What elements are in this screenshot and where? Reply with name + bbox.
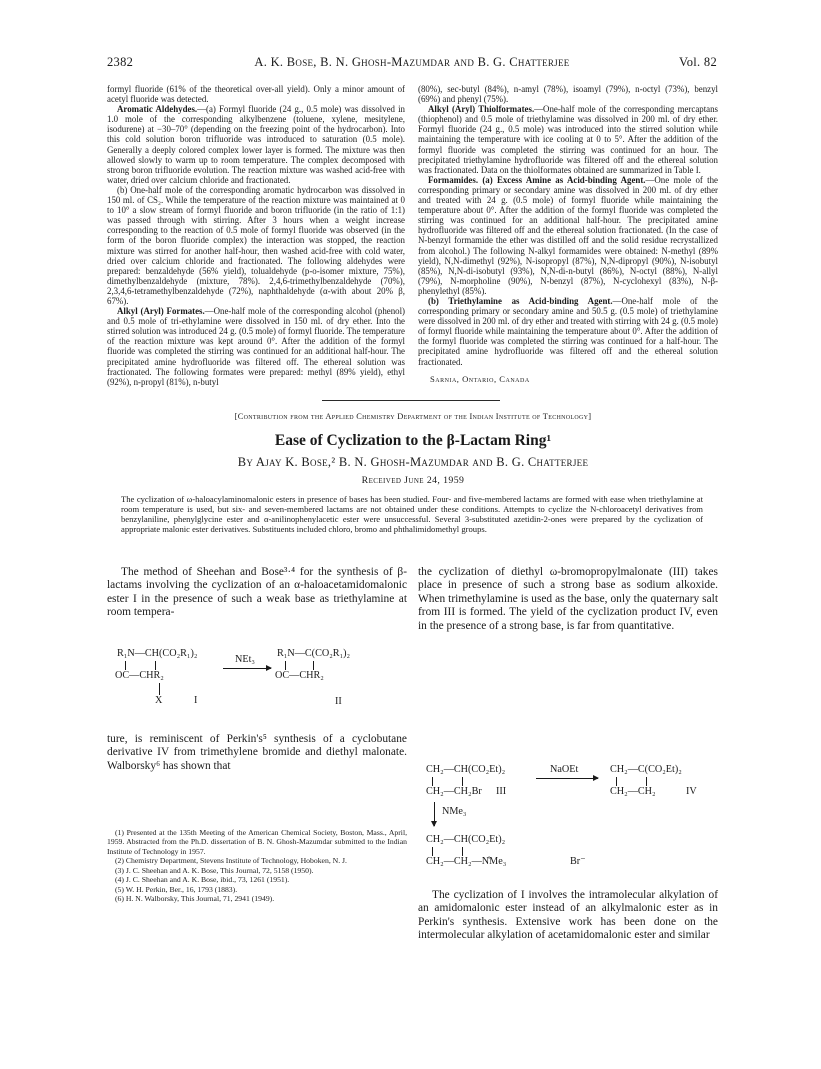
reaction-scheme-2 [418, 764, 718, 884]
reaction-arrow [223, 668, 271, 669]
paragraph-text: —One-half mole of the corresponding mercaptans (thiophenol) and 0.5 mole of triethylamine was dissolved in 200 ml. of dry ether. Formyl fluoride (24 g., 0.5 mole) was introduced into the stirred solution while maintaining the temperature with ice cooling at 0 to 5°. After the addition of the formyl fluoride was completed the stirring was continued for an hour. The precipitated triethylamine hydrofluoride was filtered off and the ethereal solution was fractionated. Data on the thiolformates obtained are summarized in Table I. [418, 104, 718, 175]
formula-line: R₁N—C(CO₂R₁)₂ [277, 648, 351, 659]
footnote: (6) H. N. Walborsky, This Journal, 71, 2941 (1949). [115, 894, 275, 904]
article-authors: By Ajay K. Bose,² B. N. Ghosh-Mazumdar and B. G. Chatterjee [237, 455, 589, 469]
bond-line [432, 777, 433, 786]
formula-line: OC—CHR₂ [115, 670, 164, 681]
prev-article-column-2 [418, 84, 718, 367]
paragraph [107, 306, 405, 387]
footnote: (1) Presented at the 135th Meeting of the American Chemical Society, Boston, Mass., April, 1959. Abstracted from the Ph.D. dissertation of B. N. Ghosh-Mazumdar submitted to the Indian Institute of Technology in 1957. [107, 828, 407, 856]
bond-line [432, 847, 433, 856]
body-paragraph [418, 889, 718, 943]
reagent-label: NaOEt [550, 764, 579, 775]
section-heading: (b) Triethylamine as Acid-binding Agent. [428, 295, 613, 306]
formula-line: CH₂—CH₂—N̊Me₃ [426, 856, 507, 867]
body-paragraph [107, 733, 407, 773]
formula-line: CH₂—CH₂ [610, 786, 656, 797]
article-title: Ease of Cyclization to the β-Lactam Ring¹ [274, 432, 552, 449]
received-date: Received June 24, 1959 [361, 475, 465, 486]
paragraph [418, 296, 718, 367]
compound-label: I [194, 695, 198, 706]
paragraph-text: —One-half mole of the corresponding primary or secondary amine and 50.5 g. (0.5 mole) of triethylamine were dissolved in 200 ml. of dry ether and treated with stirring with 24 g. (0.5 mole) of formyl fluoride while maintaining the temperature about 0°. After the addition of the formyl fluoride was completed the stirring was continued for a half-hour. The precipitated amine hydrofluoride was filtered off and the ethereal solution fractionated. [418, 295, 718, 367]
paragraph-text: the cyclization of diethyl ω-bromopropylmalonate (III) takes place in presence of such a strong base as sodium alkoxide. When trimethylamine is used as the base, only the quaternary salt from III is formed. The yield of the cyclization product IV, even in the presence of a strong base, is far from quantitative. [418, 566, 718, 632]
section-heading: Alkyl (Aryl) Thiolformates. [428, 104, 535, 115]
paragraph [418, 104, 718, 175]
formula-line: OC—CHR₂ [275, 670, 324, 681]
paragraph-text: ture, is reminiscent of Perkin's⁵ synthesis of a cyclobutane derivative IV from trimethylene bromide and diethyl malonate. Walborsky⁶ has shown that [107, 733, 407, 772]
reaction-arrow [536, 778, 598, 779]
paragraph: (b) One-half mole of the corresponding aromatic hydrocarbon was dissolved in 150 ml. of CS₂. While the temperature of the reaction mixture was maintained at 0 to 10° a slow stream of formyl fluoride and boron trifluoride (in the ratio of 1:1) was passed through with stirring. After 3 hours when a weight increase corresponding to the reaction of 0.5 mole of formyl fluoride was observed (in the form of the boron fluoride complex) the interaction was stopped, the reaction mixture was stirred for another half-hour, then washed acid-free with cold water, dried over calcium chloride and fractionated. The following aldehydes were prepared: benzaldehyde (56% yield), tolualdehyde (p-o-isomer mixture, 75%), dimethylbenzaldehyde (mixture, 78%). 2,4,6-trimethylbenzaldehyde (70%), 2,3,4,6-tetramethylbenzaldehyde (72%), naphthaldehyde (α-with about 20% β, 67%). [107, 184, 405, 306]
reagent-label: NEt₃ [235, 654, 255, 665]
article-divider [322, 400, 500, 401]
reagent-label: NMe₃ [442, 806, 467, 817]
reaction-scheme-1 [107, 648, 407, 730]
paragraph [107, 104, 405, 185]
paragraph-text: —One-half mole of the corresponding alcohol (phenol) and 0.5 mole of tri-ethylamine were dissolved in 150 ml. of dry ether. Into the stirred solution was introduced 24 g. (0.5 mole) of formyl fluoride. The temperature of the reaction mixture was kept around 0°. After the addition of the formyl fluoride was completed the stirring was continued for an additional half-hour. The precipitated amine hydrofluoride was filtered off. The ethereal solution was fractionated. The following formates were prepared: methyl (89% yield), ethyl (92%), n-propyl (81%), n-butyl [107, 306, 405, 387]
abstract: The cyclization of ω-haloacylaminomalonic esters in presence of bases has been studied. Four- and five-membered lactams are formed with ease when triethylamine at room temperature is used, but six- and seven-membered lactams are not obtained under these conditions. Attempts to cyclize the N-chloroacetyl derivatives from benzylaniline, phenylglycine ester and α-anilinophenylacetic ester were unsuccessful. Several 3-substituted azetidin-2-ones were prepared by the cyclization of appropriate malonic ester derivatives. Substituents included chloro, bromo and phthalimidomethyl groups. [121, 494, 703, 534]
bond-line [159, 683, 160, 695]
paragraph-text: The cyclization of I involves the intramolecular alkylation of an amidomalonic ester instead of an alkylmalonic ester as in Perkin's synthesis. Extensive work has been done on the intermolecular alkylation of acetamidomalonic ester and similar [418, 889, 718, 942]
formula-line: CH₂—C(CO₂Et)₂ [610, 764, 682, 775]
formula-line: CH₂—CH(CO₂Et)₂ [426, 764, 506, 775]
bond-line [285, 661, 286, 670]
formula-line: R₁N—CH(CO₂R₁)₂ [117, 648, 198, 659]
paragraph-text: The method of Sheehan and Bose³·⁴ for the synthesis of β-lactams involving the cyclization of an α-haloacetamidomalonic ester I in the presence of such a weak base as triethylamine at room tempera- [107, 566, 407, 619]
footnotes [107, 828, 407, 904]
formula-line: CH₂—CH₂Br [426, 786, 482, 797]
page-number: 2382 [107, 55, 134, 69]
body-paragraph [418, 566, 718, 633]
section-heading: Alkyl (Aryl) Formates. [117, 306, 205, 317]
volume-number: Vol. 82 [679, 55, 717, 69]
paragraph [418, 175, 718, 296]
paragraph: (80%), sec-butyl (84%), n-amyl (78%), isoamyl (79%), n-octyl (73%), benzyl (69%) and phenyl (75%). [418, 84, 718, 105]
footnote: (4) J. C. Sheehan and A. K. Bose, ibid., 73, 1261 (1951). [115, 875, 290, 885]
body-paragraph [107, 566, 407, 620]
reaction-arrow-down [434, 802, 435, 826]
paragraph: formyl fluoride (61% of the theoretical over-all yield). Only a minor amount of acetyl fluoride was detected. [107, 84, 405, 105]
counter-anion: Br⁻ [570, 856, 586, 867]
section-heading: Formamides. (a) Excess Amine as Acid-binding Agent. [428, 174, 646, 185]
formula-line: CH₂—CH(CO₂Et)₂ [426, 834, 506, 845]
compound-label: III [496, 786, 507, 797]
footnote: (2) Chemistry Department, Stevens Institute of Technology, Hoboken, N. J. [115, 856, 347, 866]
bond-line [313, 661, 314, 670]
running-authors: A. K. Bose, B. N. Ghosh-Mazumdar and B. G. Chatterjee [254, 55, 570, 69]
compound-label: IV [686, 786, 697, 797]
paragraph-text: —One mole of the corresponding primary or secondary amine was dissolved in 200 ml. of dry ether and treated with 24 g. (0.5 mole) of formyl fluoride while maintaining the temperature about 0°. After the addition of the formyl fluoride was completed the stirring was continued for an additional half-hour. The precipitated amine hydrofluoride was filtered off and the ethereal solution fractionated. (In the case of N-benzyl formamide the ether was distilled off and the solid residue recrystallized from alcohol.) The following N-alkyl formamides were obtained: N-methyl (89% yield), N,N-dimethyl (92%), N-isopropyl (87%), N,N-dipropyl (90%), N-isobutyl (85%), N,N-di-isobutyl (93%), N,N-di-n-butyl (86%), N-octyl (88%), N-allyl (79%), N-morpholine (90%), N-benzyl (87%), N-cyclohexyl (83%), N-β-phenylethyl (85%). [418, 174, 718, 296]
contribution-line: [Contribution from the Applied Chemistry Department of the Indian Institute of Technology] [234, 412, 592, 421]
footnote: (5) W. H. Perkin, Ber., 16, 1793 (1883). [115, 884, 238, 894]
formula-substituent: X [155, 695, 163, 706]
paragraph-text: —(a) Formyl fluoride (24 g., 0.5 mole) was dissolved in 1.0 mole of the corresponding alkylbenzene (toluene, xylene, mesitylene, isodurene) at −30–70° (depending on the freezing point of the hydrocarbon). Into this cold solution boron trifluoride was introduced to saturation (0.5 mole). Generally a deeply colored complex lower layer is formed. The mixture was then allowed slowly to warm up to room temperature. The complex decomposed with strong boron trifluoride evolution. The reaction mixture was washed acid-free with water, dried over calcium chloride and fractionated. [107, 104, 405, 185]
section-heading: Aromatic Aldehydes. [117, 104, 198, 115]
bond-line [616, 777, 617, 786]
bond-line [646, 777, 647, 786]
running-header [107, 55, 717, 73]
footnote: (3) J. C. Sheehan and A. K. Bose, This Journal, 72, 5158 (1950). [115, 865, 314, 875]
prev-article-column-1 [107, 84, 405, 387]
bond-line [462, 777, 463, 786]
compound-label: II [335, 696, 342, 707]
bond-line [125, 661, 126, 670]
bond-line [155, 661, 156, 670]
author-location: Sarnia, Ontario, Canada [430, 374, 530, 384]
bond-line [462, 847, 463, 856]
